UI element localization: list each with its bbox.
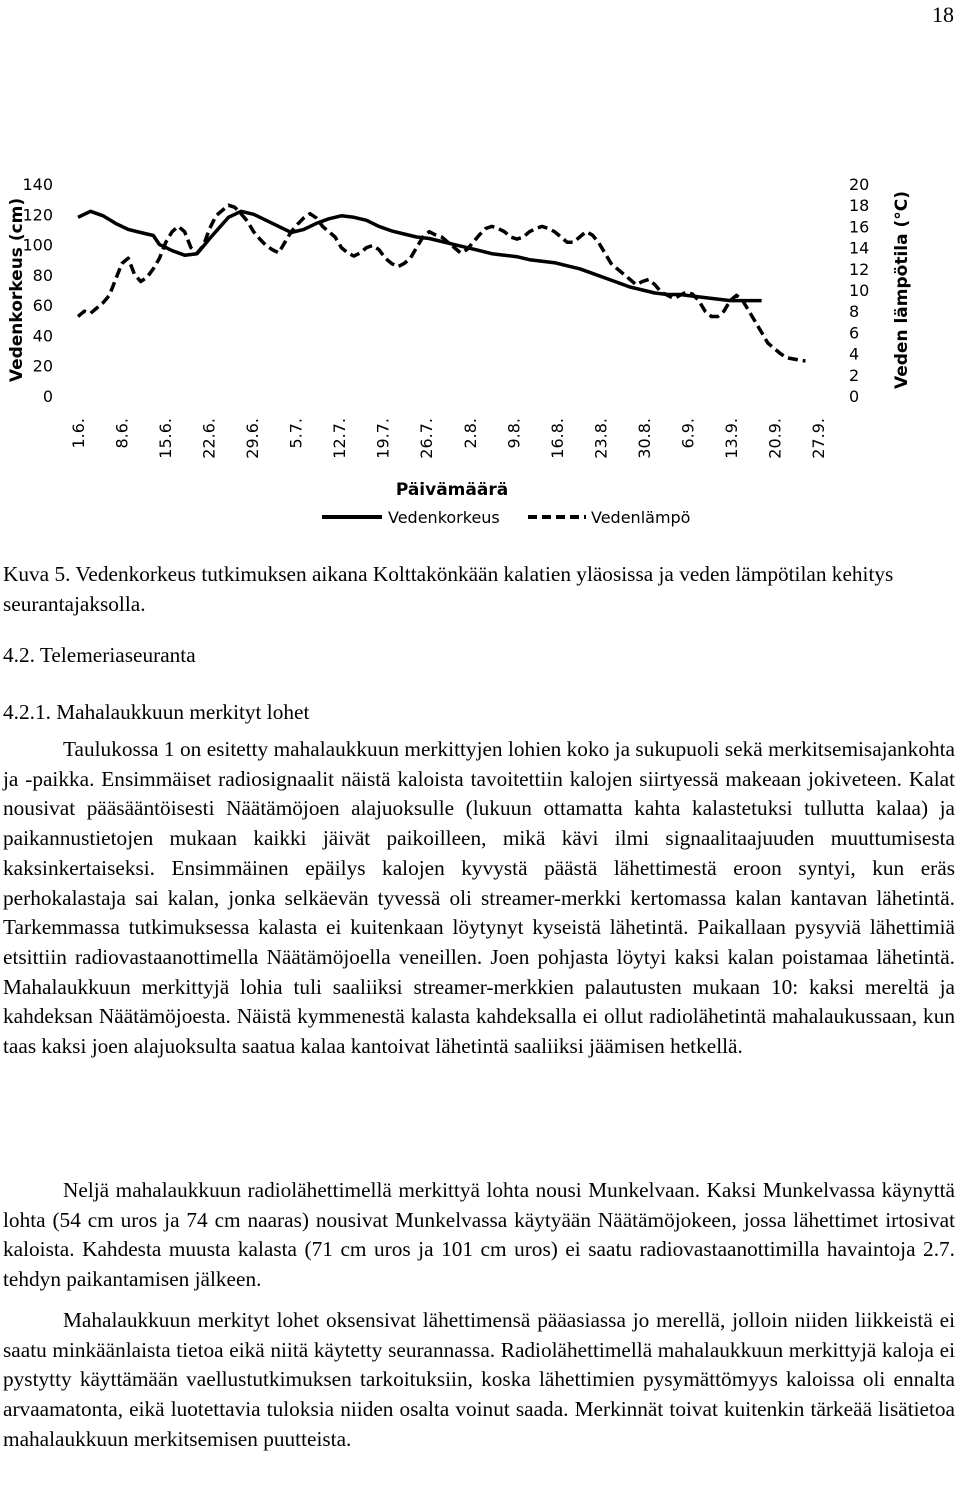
x-tick-label: 29.6. <box>243 418 263 459</box>
paragraph-1: Taulukossa 1 on esitetty mahalaukkuun merkittyjen lohien koko ja sukupuoli sekä merkitsemisajankohta ja -paikka. Ensimmäiset radiosignaalit näistä kaloista tavoitettiin kalojen siirtyessä makeaan jokiveteen. Kalat nousivat pääsääntöisesti Näätämöjoen alajuoksulle (lukuun ottamatta kahta kalastetuksi tullutta kalaa) ja paikannustietojen mukaan kaikki jäivät paikoilleen, mikä kävi ilmi signaalitaajuuden muuttumisesta kaksinkertaiseksi. Ensimmäinen epäilys kalojen kyvystä päästä lähettimestä eroon syntyi, kun eräs perhokalastaja sai kalan, jonka selkäevän tyvessä oli streamer-merkki kertomassa kalan kantavan lähetintä. Tarkemmassa tutkimuksessa kalasta ei kuitenkaan löytynyt kyseistä lähetintä. Paikallaan pysyviä lähettimiä etsittiin radiovastaanottimella Näätämöjoella veneillen. Joen pohjasta löytyi kaksi kalan poistamaa lähetintä. Mahalaukkuun merkittyjä lohia tuli saaliiksi streamer-merkkien palautusten mukaan 10: kaksi mereltä ja kahdeksan Näätämöjoesta. Näistä kymmenestä kalasta kahdeksalla ei ollut radiolähetintä mahalaukussaan, kun taas kaksi joen alajuoksulta saatua kalaa kantoivat lähetintä saaliiksi jäämisen hetkellä. <box>3 737 955 1059</box>
right-tick-label: 4 <box>849 344 860 364</box>
right-tick-label: 6 <box>849 323 860 343</box>
right-tick-label: 16 <box>849 217 870 237</box>
subsection-heading: 4.2.1. Mahalaukkuun merkityt lohet <box>3 700 310 724</box>
x-tick-label: 8.6. <box>112 418 132 449</box>
right-tick-label: 18 <box>849 196 870 216</box>
right-tick-label: 0 <box>849 387 860 406</box>
right-axis-label: Veden lämpötila (°C) <box>892 190 912 390</box>
left-tick-label: 60 <box>32 296 53 316</box>
left-tick-label: 100 <box>22 235 53 255</box>
x-tick-label: 2.8. <box>460 418 480 449</box>
section-heading: 4.2. Telemeriaseuranta <box>3 643 196 667</box>
series-layer <box>78 205 806 361</box>
x-tick-label: 16.8. <box>547 418 567 459</box>
left-tick-label: 80 <box>32 265 53 285</box>
left-axis-ticks <box>22 175 53 406</box>
legend-label-vedenlampo: Vedenlämpö <box>591 508 691 527</box>
x-axis-ticks <box>69 418 828 459</box>
x-tick-label: 22.6. <box>199 418 219 459</box>
right-tick-label: 12 <box>849 259 870 279</box>
x-tick-label: 6.9. <box>678 418 698 449</box>
x-axis-label: Päivämäärä <box>395 480 509 500</box>
x-tick-label: 27.9. <box>809 418 828 459</box>
x-tick-label: 15.6. <box>156 418 176 459</box>
x-tick-label: 23.8. <box>591 418 611 459</box>
legend-label-vedenkorkeus: Vedenkorkeus <box>388 508 500 527</box>
x-tick-label: 9.8. <box>504 418 524 449</box>
x-tick-label: 12.7. <box>330 418 350 459</box>
left-axis-label: Vedenkorkeus (cm) <box>7 197 27 383</box>
x-tick-label: 13.9. <box>721 418 741 459</box>
paragraph-3: Mahalaukkuun merkityt lohet oksensivat lähettimensä pääasiassa jo merellä, jolloin niiden liikkeistä ei saatu minkäänlaista tietoa eikä niitä käytetty seurannassa. Radiolähettimellä mahalaukkuun merkittyjä kaloja ei pystytty käyttämään vaellustutkimuksen tarkoituksiin, koska lähettimien pysymättömyys kaloissa oli ennalta arvaamatonta, eikä luotettavia tuloksia niiden osalta voinut saada. Merkinnät toivat kuitenkin tärkeää lisätietoa mahalaukkuun merkitsemisen puutteista. <box>3 1308 955 1451</box>
left-tick-label: 40 <box>32 326 53 346</box>
right-tick-label: 10 <box>849 281 870 300</box>
x-tick-label: 20.9. <box>765 418 785 459</box>
x-tick-label: 19.7. <box>373 418 393 459</box>
left-tick-label: 140 <box>22 175 53 194</box>
right-tick-label: 2 <box>849 365 860 385</box>
x-tick-label: 5.7. <box>286 418 306 449</box>
x-tick-label: 30.8. <box>634 418 654 459</box>
paragraph-2: Neljä mahalaukkuun radiolähettimellä merkittyä lohta nousi Munkelvaan. Kaksi Munkelvassa käynyttä lohta (54 cm uros ja 74 cm naaras) nousivat Munkelvassa käytyään Näätämöjokeen, jossa lähettimet irtosivat kaloista. Kahdesta muusta kalasta (71 cm uros ja 101 cm uros) ei saatu radiovastaanottimilla havaintoja 2.7. tehdyn paikantamisen jälkeen. <box>3 1178 955 1292</box>
x-tick-label: 26.7. <box>417 418 437 459</box>
page-number: 18 <box>932 2 954 27</box>
left-tick-label: 120 <box>22 205 53 225</box>
x-tick-label: 1.6. <box>69 418 88 449</box>
left-tick-label: 0 <box>42 387 53 406</box>
figure-caption: Kuva 5. Vedenkorkeus tutkimuksen aikana Kolttakönkään kalatien yläosissa ja veden lämpötilan kehitys seurantajaksolla. <box>3 562 894 616</box>
right-axis-ticks <box>849 175 869 406</box>
legend <box>322 508 690 527</box>
right-tick-label: 20 <box>849 175 870 194</box>
right-tick-label: 8 <box>849 302 860 322</box>
series-line-vedenlampo <box>78 205 806 361</box>
left-tick-label: 20 <box>32 356 53 376</box>
water-level-temperature-chart <box>0 168 960 538</box>
right-tick-label: 14 <box>849 238 870 258</box>
